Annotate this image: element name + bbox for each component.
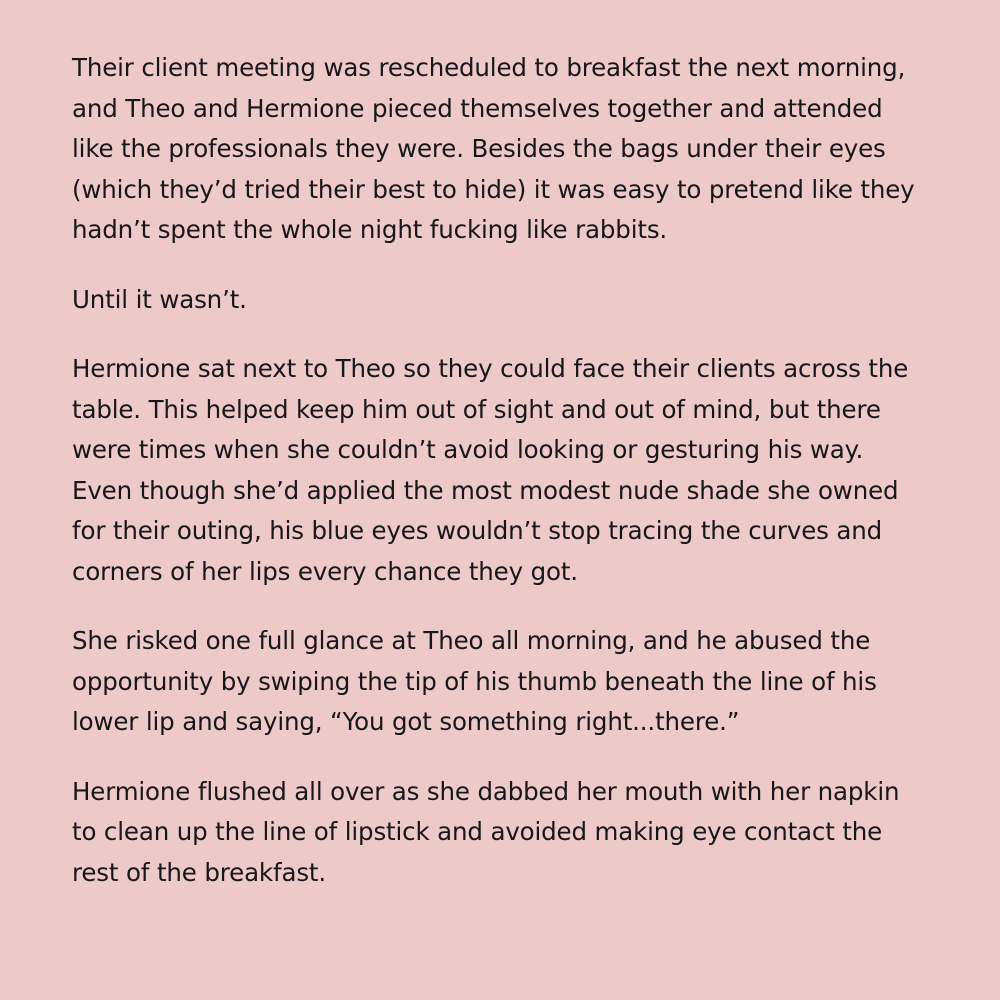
paragraph: She risked one full glance at Theo all morning, and he abused the opportunity by swiping the tip of his thumb beneath the line of his lower lip and saying, “You got something right...there.” xyxy=(72,626,885,736)
paragraph: Hermione sat next to Theo so they could face their clients across the table. This helped keep him out of sight and out of mind, but there were times when she couldn’t avoid looking or gesturing his way. Even though she’d applied the most modest nude shade she owned for their outing, his blue eyes wouldn’t stop tracing the curves and corners of her lips every chance they got. xyxy=(72,354,916,586)
paragraph: Hermione flushed all over as she dabbed her mouth with her napkin to clean up the line of lipstick and avoided making eye contact the rest of the breakfast. xyxy=(72,776,907,887)
paragraph: Until it wasn’t. xyxy=(72,284,247,314)
document-body xyxy=(72,48,928,893)
paragraph: Their client meeting was rescheduled to breakfast the next morning, and Theo and Hermione pieced themselves together and attended like the professionals they were. Besides the bags under their eyes (which they’d tried their best to hide) it was easy to pretend like they hadn’t spent the whole night fucking like rabbits. xyxy=(72,53,923,244)
